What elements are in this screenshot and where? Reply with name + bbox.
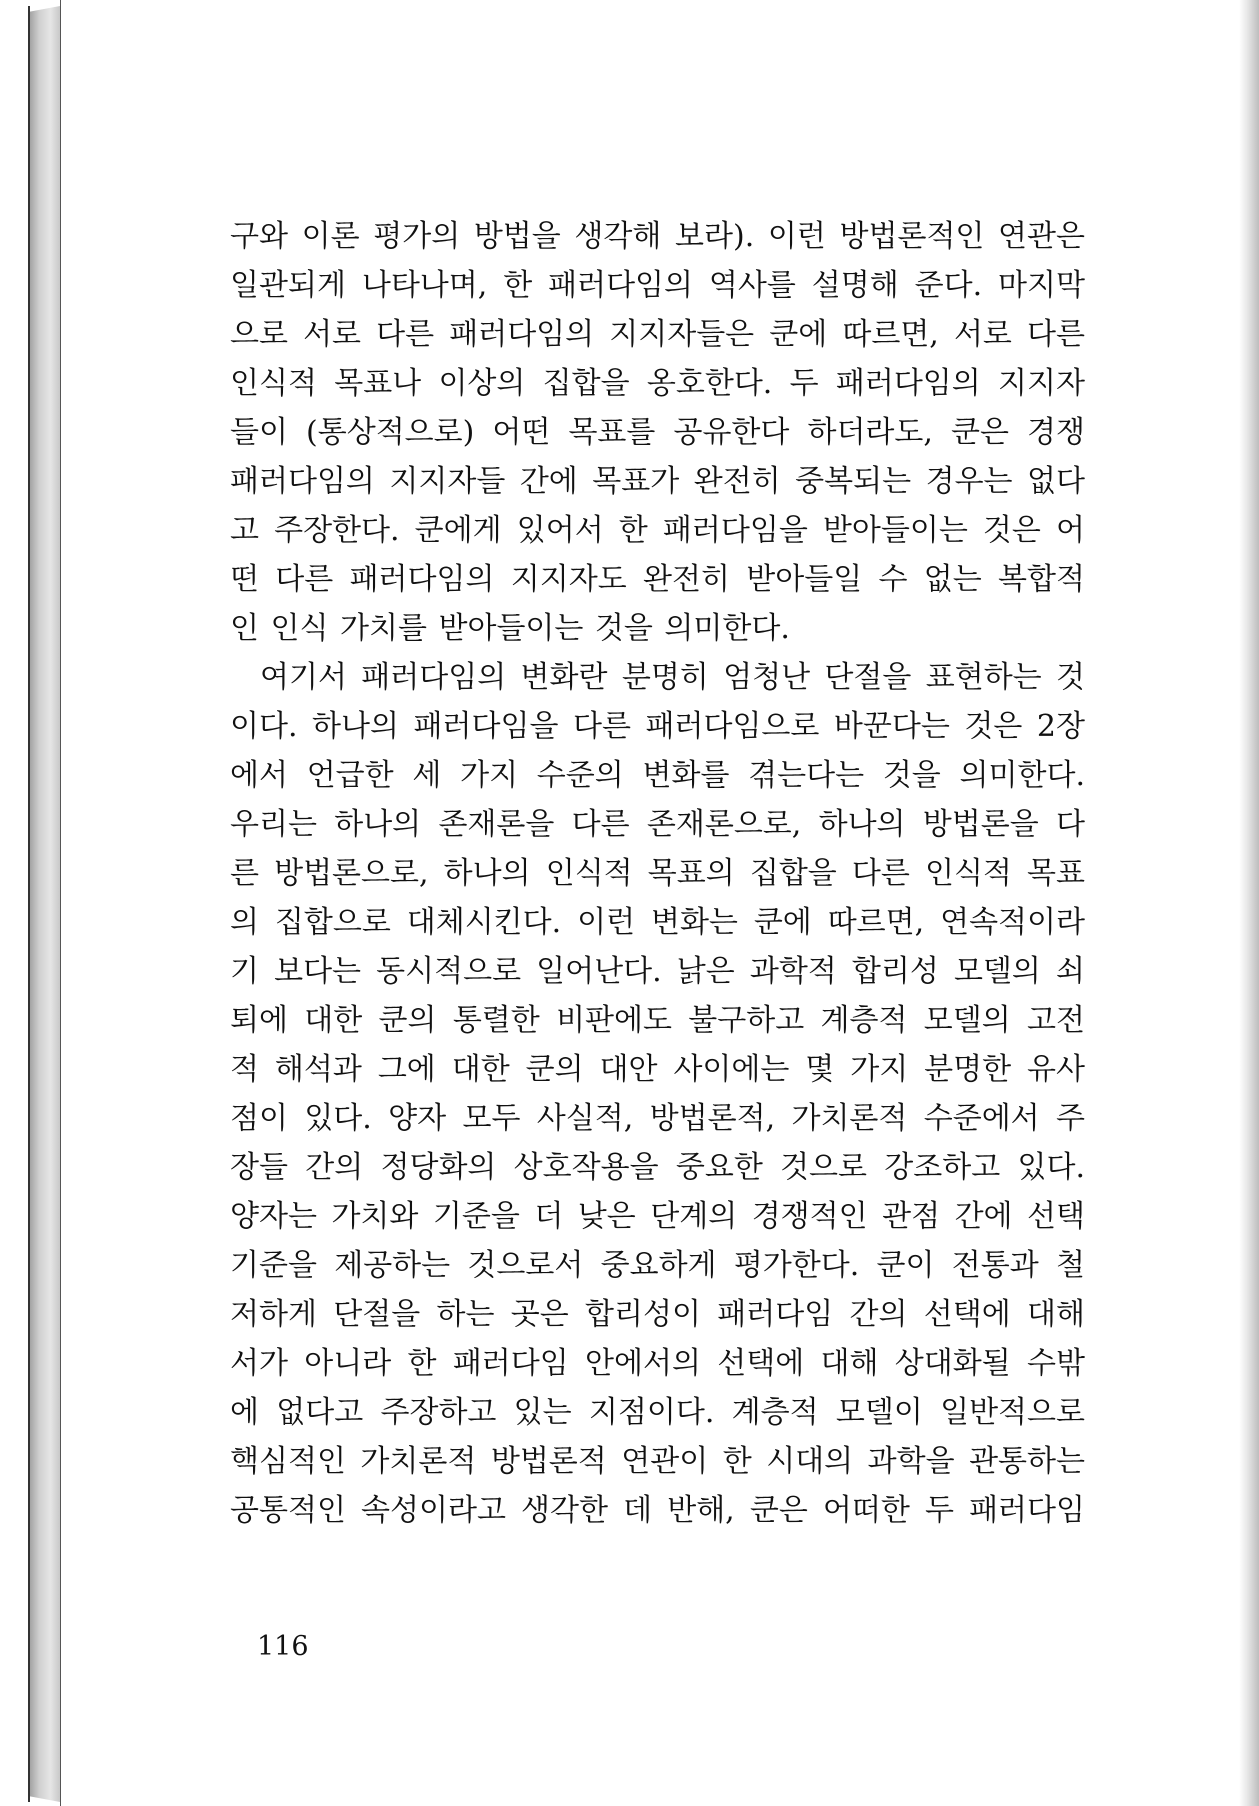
text-line: 들이 (통상적으로) 어떤 목표를 공유한다 하더라도, 쿤은 경쟁 bbox=[230, 415, 1085, 450]
text-line: 서가 아니라 한 패러다임 안에서의 선택에 대해 상대화될 수밖 bbox=[230, 1346, 1085, 1381]
text-line: 인 인식 가치를 받아들이는 것을 의미한다. bbox=[230, 611, 790, 646]
text-line: 장들 간의 정당화의 상호작용을 중요한 것으로 강조하고 있다. bbox=[230, 1150, 1085, 1185]
text-line: 에 없다고 주장하고 있는 지점이다. 계층적 모델이 일반적으로 bbox=[230, 1395, 1085, 1430]
text-line: 패러다임의 지지자들 간에 목표가 완전히 중복되는 경우는 없다 bbox=[230, 464, 1085, 499]
text-line: 일관되게 나타나며, 한 패러다임의 역사를 설명해 준다. 마지막 bbox=[230, 268, 1085, 303]
page-right-edge bbox=[1239, 0, 1259, 1806]
text-line: 구와 이론 평가의 방법을 생각해 보라). 이런 방법론적인 연관은 bbox=[230, 219, 1085, 254]
text-line: 우리는 하나의 존재론을 다른 존재론으로, 하나의 방법론을 다 bbox=[230, 807, 1085, 842]
text-line: 의 집합으로 대체시킨다. 이런 변화는 쿤에 따르면, 연속적이라 bbox=[230, 905, 1085, 940]
text-line: 양자는 가치와 기준을 더 낮은 단계의 경쟁적인 관점 간에 선택 bbox=[230, 1199, 1085, 1234]
text-line: 으로 서로 다른 패러다임의 지지자들은 쿤에 따르면, 서로 다른 bbox=[230, 317, 1085, 352]
text-line: 공통적인 속성이라고 생각한 데 반해, 쿤은 어떠한 두 패러다임 bbox=[230, 1493, 1085, 1528]
text-line: 적 해석과 그에 대한 쿤의 대안 사이에는 몇 가지 분명한 유사 bbox=[230, 1052, 1085, 1087]
text-line: 핵심적인 가치론적 방법론적 연관이 한 시대의 과학을 관통하는 bbox=[230, 1444, 1085, 1479]
text-line: 퇴에 대한 쿤의 통렬한 비판에도 불구하고 계층적 모델의 고전 bbox=[230, 1003, 1085, 1038]
paragraph bbox=[230, 212, 1085, 653]
paragraph bbox=[230, 653, 1085, 1535]
text-line: 기 보다는 동시적으로 일어난다. 낡은 과학적 합리성 모델의 쇠 bbox=[230, 954, 1085, 989]
text-line: 여기서 패러다임의 변화란 분명히 엄청난 단절을 표현하는 것 bbox=[260, 660, 1085, 695]
text-line: 떤 다른 패러다임의 지지자도 완전히 받아들일 수 없는 복합적 bbox=[230, 562, 1085, 597]
text-line: 이다. 하나의 패러다임을 다른 패러다임으로 바꾼다는 것은 2장 bbox=[230, 709, 1085, 744]
text-line: 에서 언급한 세 가지 수준의 변화를 겪는다는 것을 의미한다. bbox=[230, 758, 1085, 793]
text-line: 점이 있다. 양자 모두 사실적, 방법론적, 가치론적 수준에서 주 bbox=[230, 1101, 1085, 1136]
text-line: 인식적 목표나 이상의 집합을 옹호한다. 두 패러다임의 지지자 bbox=[230, 366, 1085, 401]
book-spine-outline bbox=[28, 6, 60, 1802]
text-line: 기준을 제공하는 것으로서 중요하게 평가한다. 쿤이 전통과 철 bbox=[230, 1248, 1085, 1283]
body-text bbox=[230, 212, 1085, 1535]
text-line: 고 주장한다. 쿤에게 있어서 한 패러다임을 받아들이는 것은 어 bbox=[230, 513, 1085, 548]
text-line: 른 방법론으로, 하나의 인식적 목표의 집합을 다른 인식적 목표 bbox=[230, 856, 1085, 891]
text-line: 저하게 단절을 하는 곳은 합리성이 패러다임 간의 선택에 대해 bbox=[230, 1297, 1085, 1332]
page-number: 116 bbox=[257, 1631, 309, 1662]
